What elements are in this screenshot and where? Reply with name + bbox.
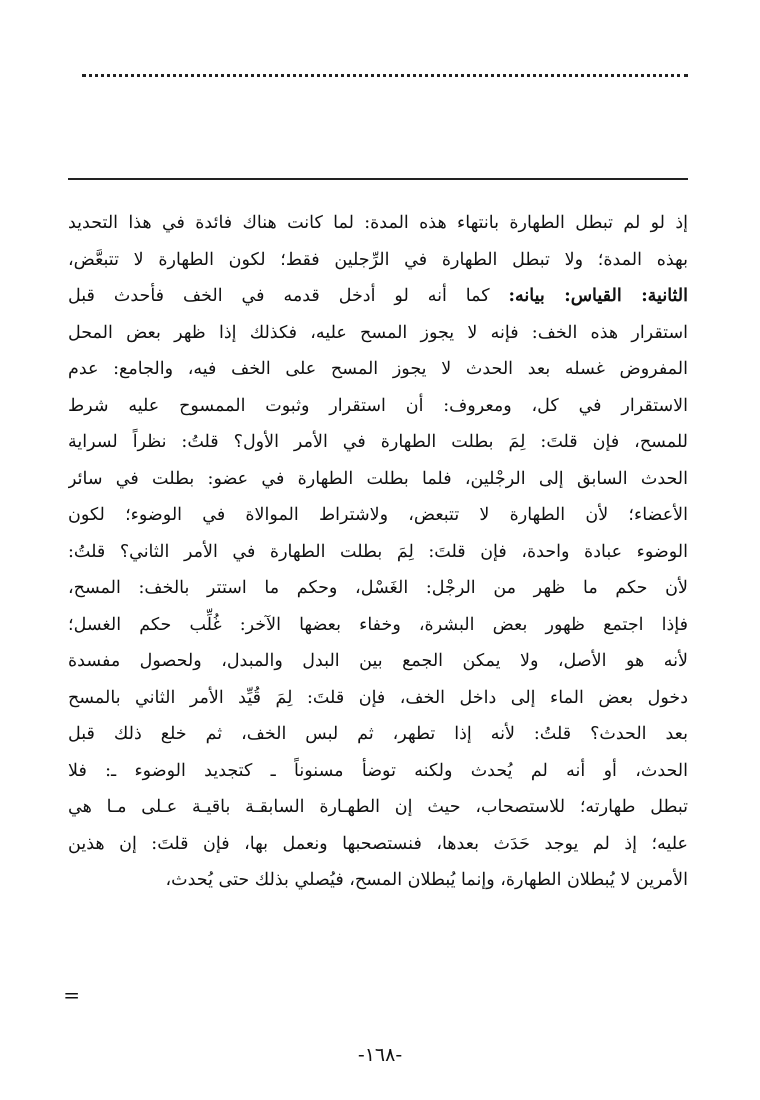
text-line: الحدث، أو أنه لم يُحدث ولكنه توضأ مسنوناً ـ كتجديد الوضوء ـ: فلا — [68, 760, 688, 781]
text-line: استقرار هذه الخف: فإنه لا يجوز المسح عليه، فكذلك إذا ظهر بعض المحل — [68, 322, 688, 343]
text-line: الوضوء عبادة واحدة، فإن قلتَ: لِمَ بطلت الطهارة في الأمر الثاني؟ قلتُ: — [68, 541, 688, 562]
dotted-separator — [82, 74, 688, 81]
horizontal-rule — [68, 178, 688, 180]
text-line: عليه؛ إذ لم يوجد حَدَث بعدها، فنستصحبها ونعمل بها، فإن قلتَ: إن هذين — [68, 833, 688, 854]
text-line: إذ لو لم تبطل الطهارة بانتهاء هذه المدة: لما كانت هناك فائدة في هذا التحديد — [68, 213, 688, 233]
text-line: الأمرين لا يُبطلان الطهارة، وإنما يُبطلان المسح، فيُصلي بذلك حتى يُحدث، — [165, 870, 688, 890]
body-text — [68, 205, 688, 899]
text-line — [68, 278, 688, 315]
text-line: تبطل طهارته؛ للاستصحاب، حيث إن الطهـارة السابقـة باقيـة عـلى مـا هي — [68, 797, 688, 817]
text-line: بعد الحدث؟ قلتُ: لأنه إذا تطهر، ثم لبس الخف، ثم خلع ذلك قبل — [68, 724, 688, 744]
text-line: المفروض غسله بعد الحدث لا يجوز المسح على الخف فيه، والجامع: عدم — [68, 359, 688, 379]
text-line: بهذه المدة؛ ولا تبطل الطهارة في الرِّجلين فقط؛ لكون الطهارة لا تتبعَّض، — [68, 249, 688, 270]
text-line: دخول بعض الماء إلى داخل الخف، فإن قلتَ: لِمَ قُيِّد الأمر الثاني بالمسح — [68, 687, 688, 708]
text-line: الحدث السابق إلى الرجْلين، فلما بطلت الطهارة في عضو: بطلت في سائر — [68, 468, 688, 489]
page-number: -١٦٨- — [357, 1044, 403, 1066]
text-line: الأعضاء؛ لأن الطهارة لا تتبعض، ولاشتراط الموالاة في الوضوء؛ لكون — [68, 505, 688, 525]
text-line: لأن حكم ما ظهر من الرجْل: الغَسْل، وحكم ما استتر بالخف: المسح، — [68, 578, 688, 598]
text-line: فإذا اجتمع ظهور بعض البشرة، وخفاء بعضها الآخر: غُلِّب حكم الغسل؛ — [68, 614, 688, 635]
text-line: لأنه هو الأصل، ولا يمكن الجمع بين البدل والمبدل، ولحصول مفسدة — [68, 651, 688, 671]
continuation-mark: = — [63, 983, 80, 1007]
text-line: الاستقرار في كل، ومعروف: أن استقرار وثبوت الممسوح عليه شرط — [68, 395, 688, 416]
text-line: للمسح، فإن قلتَ: لِمَ بطلت الطهارة في الأمر الأول؟ قلتُ: نظراً لسراية — [68, 432, 688, 452]
line-text: كما أنه لو أدخل قدمه في الخف فأحدث قبل — [68, 286, 509, 306]
bold-heading: الثانية: القياس: بيانه: — [508, 286, 688, 306]
